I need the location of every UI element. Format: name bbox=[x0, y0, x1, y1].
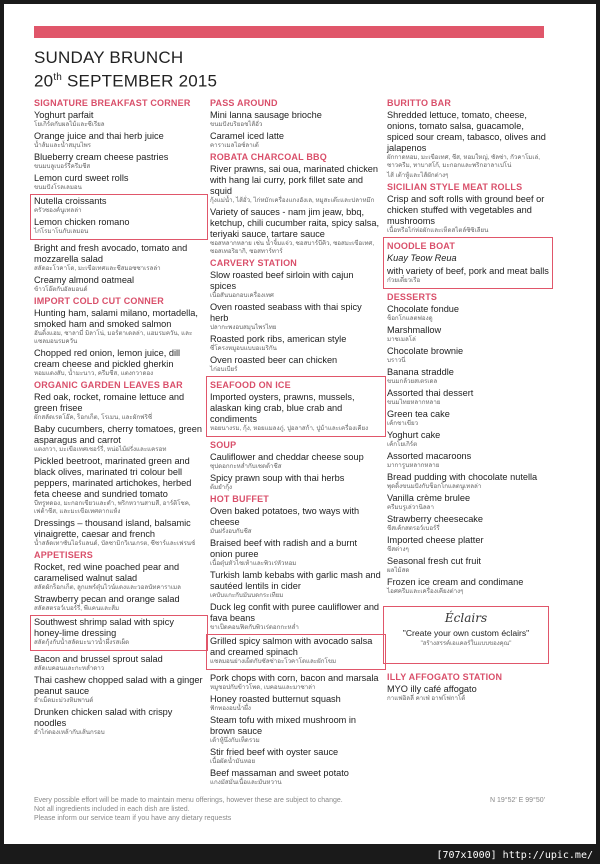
section-heading: SOUP bbox=[210, 440, 237, 450]
menu-item bbox=[387, 430, 549, 449]
menu-item bbox=[387, 304, 549, 323]
menu-column-3 bbox=[387, 96, 549, 705]
menu-item-thai: กุ้งแม่น้ำ, ไส้อั่ว, ไก่หมักเครื่องแกงฮังเล, หมูสะเต๊ะและปลาหมึก bbox=[210, 197, 375, 204]
eclair-logo: Éclairs bbox=[444, 611, 488, 625]
menu-item bbox=[34, 518, 204, 548]
menu-item-name: Nutella croissants bbox=[34, 196, 107, 206]
menu-item-name: Caramel iced latte bbox=[210, 131, 285, 141]
menu-item-thai: ช็อกโกแลตฟองดู bbox=[387, 315, 433, 322]
menu-item-thai: ฟักทองอบน้ำผึ้ง bbox=[210, 705, 251, 712]
menu-item-name: Pork chops with corn, bacon and marsala bbox=[210, 673, 379, 683]
menu-item bbox=[387, 266, 549, 285]
menu-item bbox=[387, 194, 549, 235]
section-heading: SICILIAN STYLE MEAT ROLLS bbox=[387, 182, 523, 192]
menu-item-thai: บราวนี่ bbox=[387, 357, 406, 364]
menu-item-thai: ก๋วยเตี๋ยวเรือ bbox=[387, 277, 421, 284]
title-line-1: SUNDAY BRUNCH bbox=[34, 48, 184, 67]
footer-line-3: Please inform our service team if you have any dietary requests bbox=[34, 815, 232, 822]
menu-item-thai: ผลไม้สด bbox=[387, 567, 410, 574]
menu-item-thai: ยำไก่ดองเหล้ากับเส้นกรอบ bbox=[34, 729, 105, 736]
header-bar bbox=[34, 26, 544, 38]
menu-item-thai: ขนมกล้วยสเตรเดล bbox=[387, 378, 438, 385]
section-heading: HOT BUFFET bbox=[210, 494, 269, 504]
menu-item bbox=[34, 594, 204, 613]
menu-item-name: Oven roasted beer can chicken bbox=[210, 355, 338, 365]
menu-item-name: Yoghurt parfait bbox=[34, 110, 94, 120]
menu-item-thai: คาราเมลไอซ์ลาเต้ bbox=[210, 142, 259, 149]
menu-item-thai: เนื้อหรือไก่ห่อผักและเห็ดสไตล์ซิซิเลียน bbox=[387, 227, 489, 234]
menu-item-name: Orange juice and thai herb juice bbox=[34, 131, 164, 141]
menu-item bbox=[34, 424, 204, 454]
title-day: 20 bbox=[34, 71, 54, 91]
menu-item-name: Oven roasted seabass with thai spicy herb bbox=[210, 302, 362, 323]
menu-item-thai: เต้าหู้นึ่งกับเห็ดรวม bbox=[210, 737, 260, 744]
menu-item bbox=[34, 110, 204, 129]
menu-item bbox=[387, 346, 549, 365]
menu-item-name: Strawberry pecan and orange salad bbox=[34, 594, 180, 604]
menu-item-name: Bread pudding with chocolate nutella bbox=[387, 472, 538, 482]
menu-item-thai: พุดดิ้งขนมปังกับช็อกโกแลตนูเทลล่า bbox=[387, 483, 482, 490]
menu-item-name: Strawberry cheesecake bbox=[387, 514, 484, 524]
menu-item-name: Steam tofu with mixed mushroom in brown sauce bbox=[210, 715, 357, 736]
title-line-2 bbox=[34, 68, 217, 92]
menu-item-thai: ขนมบลูเบอร์รี่ครีมชีส bbox=[34, 163, 91, 170]
menu-item bbox=[387, 325, 549, 344]
menu-item-name: Green tea cake bbox=[387, 409, 450, 419]
menu-item bbox=[387, 493, 549, 512]
menu-item-thai: สลัดเบคอนและกะหล่ำดาว bbox=[34, 665, 105, 672]
menu-item bbox=[34, 707, 204, 737]
menu-item-name: Braised beef with radish and a burnt onion puree bbox=[210, 538, 358, 559]
menu-item-thai: ครัวซองค์นูเทลล่า bbox=[34, 207, 82, 214]
menu-item bbox=[387, 535, 549, 554]
menu-item-thai: มาการูนหลากหลาย bbox=[387, 462, 440, 469]
menu-item bbox=[34, 131, 204, 150]
menu-item bbox=[387, 577, 549, 596]
menu-item bbox=[210, 110, 382, 129]
menu-item bbox=[387, 172, 549, 180]
menu-item-thai: ไก่โรมาโนกับเลมอน bbox=[34, 228, 89, 235]
menu-item-name: Spicy prawn soup with thai herbs bbox=[210, 473, 345, 483]
menu-item bbox=[210, 694, 382, 713]
menu-item-thai: บีทรูทดอง, มะกอกเขียวและดำ, พริกหวานสามสี, อาร์ติโชค, เฟต้าชีส, และมะเขือเทศตากแห้ง bbox=[34, 500, 191, 515]
menu-item bbox=[387, 367, 549, 386]
menu-item-name: Slow roasted beef sirloin with cajun spices bbox=[210, 270, 354, 291]
section-heading: BURITTO BAR bbox=[387, 98, 452, 108]
menu-item-name: Chopped red onion, lemon juice, dill cream cheese and pickled gherkin bbox=[34, 348, 181, 369]
menu-item bbox=[210, 673, 382, 692]
menu-item bbox=[210, 715, 382, 745]
menu-item bbox=[34, 562, 204, 592]
menu-item bbox=[387, 253, 549, 264]
menu-item-thai: ข้าวโอ๊ตกับอัลมอนด์ bbox=[34, 286, 88, 293]
menu-item bbox=[210, 355, 382, 374]
menu-item-thai: สลัดอะโวคาโด, มะเขือเทศและชีสมอซซาเรลล่า bbox=[34, 265, 161, 272]
menu-item-thai: ขนมปังโรลเลมอน bbox=[34, 184, 82, 191]
menu-item-thai: ครีมบรูเล่วานิลลา bbox=[387, 504, 434, 511]
menu-item bbox=[210, 334, 382, 353]
section-heading: SEAFOOD ON ICE bbox=[210, 380, 291, 390]
menu-item-name: Roasted pork ribs, american style bbox=[210, 334, 347, 344]
menu-item-name: MYO illy café affogato bbox=[387, 684, 477, 694]
menu-item-name: Blueberry cream cheese pastries bbox=[34, 152, 169, 162]
menu-item bbox=[34, 275, 204, 294]
menu-item-thai: ยำเม็ดมะม่วงหิมพานต์ bbox=[34, 697, 94, 704]
menu-item-thai: น้ำสลัดเทาซันไอร์แลนด์, บัลซามิกวิเนเกรต, ซีซาร์และเฟรนช์ bbox=[34, 540, 196, 547]
menu-item-thai: ขนมปังบริยอชไส้อั่ว bbox=[210, 121, 263, 128]
footer-line-2: Not all ingredients included in each dish are listed. bbox=[34, 806, 190, 813]
menu-item bbox=[387, 110, 549, 170]
menu-item-thai: เค้กโยเกิร์ต bbox=[387, 441, 418, 448]
menu-item bbox=[34, 654, 204, 673]
menu-item-thai: ซอสหลากหลาย เช่น น้ำจิ้มแจ่ว, ซอสบาร์บีคิว, ซอสมะเขือเทศ, ซอสเทอริยากิ, ซอสทาร์ทาร์ bbox=[210, 240, 375, 255]
title-day-suffix: th bbox=[53, 72, 63, 83]
menu-item bbox=[210, 207, 382, 256]
menu-item-thai: เนื้อผัดน้ำมันหอย bbox=[210, 758, 256, 765]
menu-item-name: Shredded lettuce, tomato, cheese, onions, tomato salsa, guacamole, spiced sour cream, tabasco, olives and jalapenos bbox=[387, 110, 546, 153]
menu-item-name: with variety of beef, pork and meat balls bbox=[387, 266, 549, 276]
menu-item bbox=[387, 472, 549, 491]
menu-item bbox=[34, 173, 204, 192]
menu-item-thai: ชีสต่างๆ bbox=[387, 546, 409, 553]
menu-item-name: Marshmallow bbox=[387, 325, 442, 335]
menu-item-name: Banana straddle bbox=[387, 367, 454, 377]
menu-item-name: Duck leg confit with puree cauliflower and fava beans bbox=[210, 602, 380, 623]
section-heading: CARVERY STATION bbox=[210, 258, 298, 268]
menu-item-thai: หมูชอปกับข้าวโพด, เบคอนและมาซาล่า bbox=[210, 684, 316, 691]
menu-item-thai: หอมแดงสับ, น้ำมะนาว, ครีมชีส, แตงกวาดอง bbox=[34, 370, 154, 377]
section-heading: ILLY AFFOGATO STATION bbox=[387, 672, 503, 682]
menu-item-name: Seasonal fresh cut fruit bbox=[387, 556, 481, 566]
menu-item bbox=[34, 348, 204, 378]
menu-page bbox=[4, 4, 596, 844]
section-heading: ORGANIC GARDEN LEAVES BAR bbox=[34, 380, 183, 390]
menu-item-name: River prawns, sai oua, marinated chicken with hang lai curry, pork fillet sate and squid bbox=[210, 164, 379, 196]
menu-item-name: Chocolate fondue bbox=[387, 304, 460, 314]
menu-item-thai: โยเกิร์ตกับผลไม้และซีเรียล bbox=[34, 121, 105, 128]
section-heading: SIGNATURE BREAKFAST CORNER bbox=[34, 98, 191, 108]
section-heading: DESSERTS bbox=[387, 292, 438, 302]
menu-item bbox=[34, 617, 204, 647]
menu-item-thai: แกงมัสมั่นเนื้อและมันหวาน bbox=[210, 779, 282, 786]
menu-item bbox=[34, 243, 204, 273]
menu-item-thai: น้ำส้มและน้ำสมุนไพร bbox=[34, 142, 91, 149]
menu-item-thai: ชีสเค้กสตรอว์เบอร์รี่ bbox=[387, 525, 440, 532]
menu-item bbox=[210, 506, 382, 536]
menu-item-name: Assorted macaroons bbox=[387, 451, 472, 461]
footer-line-1: Every possible effort will be made to maintain menu offerings, however these are subject to change. bbox=[34, 797, 343, 804]
menu-item-name: Lemon curd sweet rolls bbox=[34, 173, 129, 183]
highlighted-section bbox=[206, 376, 386, 437]
menu-item bbox=[210, 452, 382, 471]
menu-item-thai: เนื้อตุ๋นหัวไชเท้าและพิวเร่หัวหอม bbox=[210, 560, 297, 567]
menu-column-1 bbox=[34, 96, 204, 739]
menu-item-name: Cauliflower and cheddar cheese soup bbox=[210, 452, 364, 462]
menu-item-name: Beef massaman and sweet potato bbox=[210, 768, 349, 778]
coordinates: N 19°52' E 99°50' bbox=[490, 797, 545, 804]
menu-item bbox=[387, 409, 549, 428]
highlighted-item-group bbox=[30, 194, 208, 240]
menu-item-name: Oven baked potatoes, two ways with cheese bbox=[210, 506, 360, 527]
menu-item-thai: ไส้ เต้าหู้และไส้ผักต่างๆ bbox=[387, 172, 449, 179]
menu-item bbox=[210, 602, 382, 632]
menu-item-name: Turkish lamb kebabs with garlic mash and sautéed lentils in cider bbox=[210, 570, 381, 591]
menu-item-name: Pickled beetroot, marinated green and black olives, marinated tri colour bell peppers, marinated artichokes, herbed feta cheese and sundried tomato bbox=[34, 456, 192, 499]
menu-item-thai: ซี่โครงหมูอบแบบอเมริกัน bbox=[210, 345, 277, 352]
menu-item bbox=[210, 473, 382, 492]
section-heading: PASS AROUND bbox=[210, 98, 278, 108]
menu-item-thai: ปลากะพงอบสมุนไพรไทย bbox=[210, 324, 277, 331]
menu-item-name: Variety of sauces - nam jim jeaw, bbq, ketchup, chili cucumber raita, spicy salsa, teriyaki sauce, tartare sauce bbox=[210, 207, 380, 239]
menu-item-thai: ไก่อบเบียร์ bbox=[210, 366, 238, 373]
menu-item-name: Grilled spicy salmon with avocado salsa and creamed spinach bbox=[210, 636, 373, 657]
menu-item-name: Chocolate brownie bbox=[387, 346, 464, 356]
menu-item bbox=[210, 538, 382, 568]
menu-item bbox=[210, 570, 382, 600]
menu-item-thai: ผักสลัดเรดโอ๊ค, ร็อกเก็ต, โรเมน, และผักฟริซี่ bbox=[34, 414, 153, 421]
menu-item-thai: แตงกวา, มะเขือเทศเชอร์รี่, หน่อไม้ฝรั่งและแครอท bbox=[34, 446, 167, 453]
menu-item-thai: ขาเป็ดคอนฟิตกับพิวเร่ดอกกะหล่ำ bbox=[210, 624, 299, 631]
menu-item bbox=[210, 302, 382, 332]
menu-item-name: Bright and fresh avocado, tomato and mozzarella salad bbox=[34, 243, 188, 264]
menu-item-name: Southwest shrimp salad with spicy honey-lime dressing bbox=[34, 617, 174, 638]
eclair-text-thai: "สร้างสรรค์เอแคลร์ในแบบของคุณ" bbox=[420, 641, 512, 647]
menu-item-name: Stir fried beef with oyster sauce bbox=[210, 747, 339, 757]
menu-item-thai: เคบับแกะกับมันบดกระเทียม bbox=[210, 592, 284, 599]
menu-item-thai: มันฝรั่งอบกับชีส bbox=[210, 528, 252, 535]
menu-item bbox=[387, 388, 549, 407]
menu-item-name: Kuay Teow Reua bbox=[387, 253, 457, 263]
menu-item bbox=[210, 747, 382, 766]
menu-item-name: Vanilla crème brulee bbox=[387, 493, 471, 503]
menu-item bbox=[210, 392, 382, 433]
highlighted-section bbox=[383, 237, 553, 289]
menu-item-thai: สลัดกุ้งกับน้ำสลัดมะนาวน้ำผึ้งรสเผ็ด bbox=[34, 639, 130, 646]
menu-item bbox=[34, 392, 204, 422]
watermark-link[interactable]: [707x1000] http://upic.me/ bbox=[433, 849, 596, 862]
highlighted-item bbox=[30, 615, 208, 651]
menu-item-name: Imported cheese platter bbox=[387, 535, 484, 545]
menu-item-thai: กาแฟอิลลี่ คาเฟ่ อาฟโฟกาโต้ bbox=[387, 695, 466, 702]
section-heading: NOODLE BOAT bbox=[387, 241, 456, 251]
menu-item bbox=[210, 164, 382, 205]
menu-item-thai: หอยนางรม, กุ้ง, หอยแมลงภู่, ปูอลาสก้า, ปูม้าและเครื่องเคียง bbox=[210, 425, 369, 432]
menu-item-name: Crisp and soft rolls with ground beef or chicken stuffed with vegetables and mushrooms bbox=[387, 194, 545, 226]
menu-item-thai: สลัดสตรอว์เบอร์รี่, พีแคนและส้ม bbox=[34, 605, 120, 612]
menu-item-name: Lemon chicken romano bbox=[34, 217, 130, 227]
menu-item bbox=[210, 131, 382, 150]
menu-item bbox=[34, 152, 204, 171]
menu-item-thai: ขนมไทยหลากหลาย bbox=[387, 399, 441, 406]
menu-item bbox=[210, 636, 382, 666]
menu-item bbox=[34, 675, 204, 705]
menu-item-thai: ซุปดอกกะหล่ำกับเชดด้าชีส bbox=[210, 463, 282, 470]
menu-item-name: Hunting ham, salami milano, mortadella, smoked ham and smoked salmon bbox=[34, 308, 198, 329]
menu-item bbox=[387, 451, 549, 470]
menu-item-name: Imported oysters, prawns, mussels, alaskan king crab, blue crab and condiments bbox=[210, 392, 355, 424]
menu-item-name: Frozen ice cream and condimane bbox=[387, 577, 524, 587]
menu-item bbox=[387, 514, 549, 533]
menu-item bbox=[34, 196, 204, 215]
menu-item bbox=[34, 308, 204, 346]
highlighted-item bbox=[206, 634, 386, 670]
menu-item-thai: มาชเมลโล่ bbox=[387, 336, 416, 343]
menu-item-name: Creamy almond oatmeal bbox=[34, 275, 135, 285]
menu-item bbox=[34, 217, 204, 236]
section-heading: IMPORT COLD CUT CONNER bbox=[34, 296, 164, 306]
menu-item bbox=[34, 456, 204, 516]
eclair-promo-box bbox=[383, 606, 549, 664]
menu-item-name: Assorted thai dessert bbox=[387, 388, 474, 398]
footer-disclaimer bbox=[34, 796, 343, 823]
menu-item-name: Baby cucumbers, cherry tomatoes, green asparagus and carrot bbox=[34, 424, 203, 445]
menu-item bbox=[210, 768, 382, 787]
menu-item-name: Yoghurt cake bbox=[387, 430, 441, 440]
menu-item-name: Honey roasted butternut squash bbox=[210, 694, 341, 704]
menu-item bbox=[387, 684, 549, 703]
menu-item-thai: สลัดผักร็อกเก็ต, ลูกแพร์ตุ๋นไวน์แดงและวอลนัทคาราเมล bbox=[34, 584, 181, 591]
menu-item-name: Bacon and brussel sprout salad bbox=[34, 654, 163, 664]
menu-title bbox=[34, 48, 217, 92]
menu-item-thai: ต้มยำกุ้ง bbox=[210, 484, 232, 491]
menu-item-name: Dressings – thousand island, balsamic vinaigrette, caesar and french bbox=[34, 518, 191, 539]
menu-item-name: Mini lanna sausage brioche bbox=[210, 110, 322, 120]
menu-column-2 bbox=[210, 96, 382, 789]
menu-item-thai: เค้กชาเขียว bbox=[387, 420, 419, 427]
menu-item-thai: ฮันติ้งแฮม, ซาลามี่ มิลาโน่, มอร์ตาเดลล่า, แฮมรมควัน, และแซลมอนรมควัน bbox=[34, 330, 193, 345]
title-month-year: SEPTEMBER 2015 bbox=[67, 71, 218, 91]
eclair-text: "Create your own custom éclairs" bbox=[402, 628, 530, 638]
menu-item-thai: ผักกาดหอม, มะเขือเทศ, ชีส, หอมใหญ่, ซัลซ่า, กัวคาโมเล่, ซาวครีม, ทาบาสโก้, มะกอกและพริกฮาลาเปโน่ bbox=[387, 154, 541, 169]
section-heading: ROBATA CHARCOAL BBQ bbox=[210, 152, 327, 162]
menu-item-name: Drunken chicken salad with crispy noodles bbox=[34, 707, 173, 728]
menu-item-thai: ไอศครีมและเครื่องเคียงต่างๆ bbox=[387, 588, 464, 595]
menu-item-thai: แซลมอนย่างเผ็ดกับซัลซ่าอะโวคาโดและผักโขม bbox=[210, 658, 337, 665]
menu-item bbox=[210, 270, 382, 300]
menu-item-name: Red oak, rocket, romaine lettuce and green frisee bbox=[34, 392, 185, 413]
menu-item-name: Rocket, red wine poached pear and caramelised walnut salad bbox=[34, 562, 180, 583]
menu-item bbox=[387, 556, 549, 575]
section-heading: APPETISERS bbox=[34, 550, 94, 560]
menu-item-name: Thai cashew chopped salad with a ginger peanut sauce bbox=[34, 675, 203, 696]
menu-item-thai: เนื้อสันนอกอบเครื่องเทศ bbox=[210, 292, 274, 299]
